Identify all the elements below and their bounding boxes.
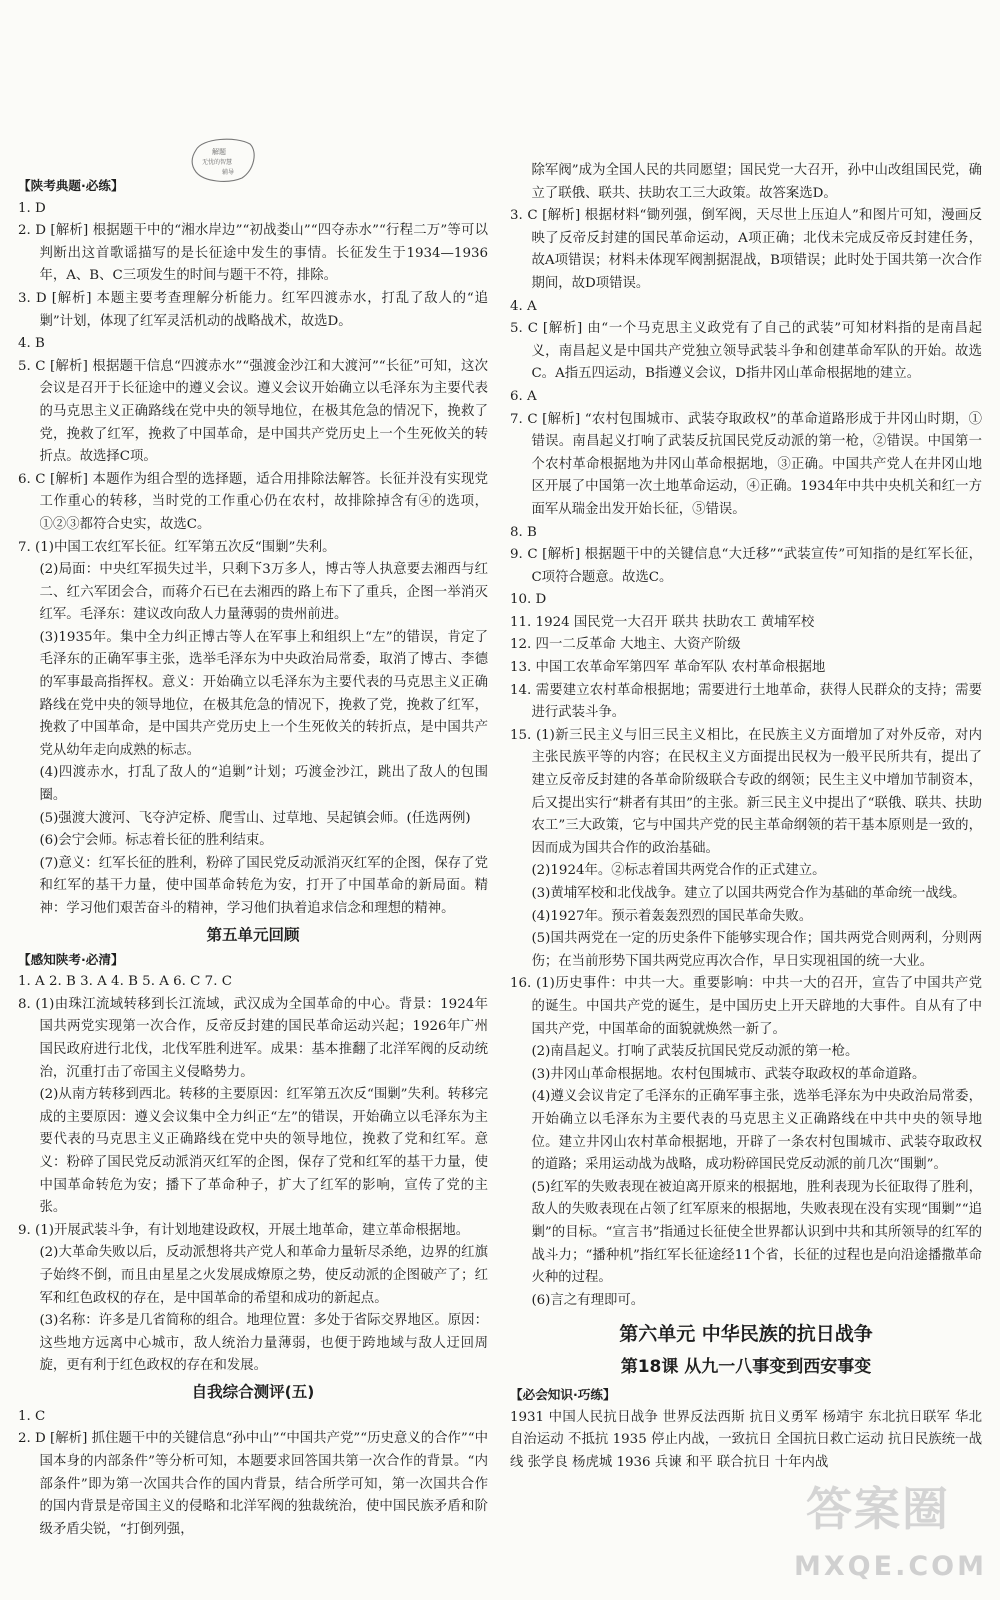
answer-item: (3)井冈山革命根据地。农村包围城市、武装夺取政权的革命道路。 [531, 1066, 926, 1082]
answer-item: (2)从南方转移到西北。转移的主要原因：红军第五次反“围剿”失利。转移完成的主要原因：遵义会议集中全力纠正“左”的错误，开始确立以毛泽东为主要代表的马克思主义正确路线在党中央的领导地位，挽救了党和红军。意义：粉碎了国民党反动派消灭红军的企图，保存了党和红军的基干力量，使中国革命转危为安；播下了革命种子，扩大了红军的影响，宣传了党的主张。 [39, 1087, 488, 1216]
watermark-logo [758, 1482, 990, 1594]
answer-item: 2. D [解析] 根据题干中的“湘水岸边”“初战娄山”“四夺赤水”“行程二万”等可以判断出这首歌谣描写的是长征途中发生的事情。长征发生于1934—1936年，A、B、C三项发生的时间与题干不符，排除。 [18, 223, 488, 284]
answer-list [18, 971, 488, 1378]
answer-item: (6)言之有理即可。 [531, 1292, 645, 1308]
answer-item: (2)1924年。②标志着国共两党合作的正式建立。 [531, 863, 826, 879]
answer-item: (5)国共两党在一定的历史条件下能够实现合作；国共两党合则两利，分则两伤；在当前形势下国共两党应再次合作，早日实现祖国的统一大业。 [531, 931, 982, 969]
answer-item: (6)会宁会师。标志着长征的胜利结束。 [39, 833, 273, 849]
watermark-url: MXQE.COM [794, 1551, 987, 1582]
answer-item: 11. 1924 国民党一大召开 联共 扶助农工 黄埔军校 [510, 614, 815, 630]
answer-item: 6. A [510, 388, 537, 404]
lesson-title: 第18课 从九一八事变到西安事变 [620, 1357, 872, 1378]
answer-item: (3)黄埔军校和北伐战争。建立了以国共两党合作为基础的革命统一战线。 [531, 886, 966, 901]
answer-item: (7)意义：红军长征的胜利，粉碎了国民党反动派消灭红军的企图，保存了党和红军的基干力量，使中国革命转危为安，打开了中国革命的新局面。精神：学习他们艰苦奋斗的精神，学习他们执着追求信念和理想的精神。 [39, 855, 488, 916]
section-title: 第五单元回顾 [206, 925, 300, 944]
answer-item: (3)1935年。集中全力纠正博古等人在军事上和组织上“左”的错误，肯定了毛泽东的正确军事主张，选举毛泽东为中央政治局常委，取消了博古、李德的军事最高指挥权。意义：开始确立以毛泽东为主要代表的马克思主义正确路线在党中央的领导地位，在极其危急的情况下，挽救了党，挽救了红军，挽救了中国革命，是中国共产党历史上一个生死攸关的转折点，是中国共产党从幼年走向成熟的标志。 [39, 629, 488, 758]
answer-item: (5)红军的失败表现在被迫离开原来的根据地，胜利表现为长征取得了胜利，敌人的失败表现在占领了红军原来的根据地，失败表现在没有实现“围剿”“追剿”的目标。“宣言书”指通过长征使全世界都认识到中共和其所领导的红军的战斗力；“播种机”指红军长征途经11个省，长征的过程也是向沿途播撒革命火种的过程。 [531, 1179, 982, 1286]
answer-item: 8. (1)由珠江流域转移到长江流域，武汉成为全国革命的中心。背景：1924年国共两党实现第一次合作，反帝反封建的国民革命运动兴起；1926年广州国民政府进行北伐，北伐军胜利进军。成果：基本推翻了北洋军阀的反动统治，沉重打击了帝国主义侵略势力。 [18, 996, 488, 1080]
answer-item: 除军阀”成为全国人民的共同愿望；国民党一大召开，孙中山改组国民党，确立了联俄、联共、扶助农工三大政策。故答案选D。 [531, 163, 982, 201]
answer-item: 15. (1)新三民主义与旧三民主义相比，在民族主义方面增加了对外反帝，对内主张民族平等的内容；在民权主义方面提出民权为一般平民所共有，提出了建立反帝反封建的各革命阶级联合专政的纲领；民生主义中增加节制资本，后又提出实行“耕者有其田”的主张。新三民主义中提出了“联俄、联共、扶助农工”三大政策，它与中国共产党的民主革命纲领的若干基本原则是一致的，因而成为国共合作的政治基础。 [510, 727, 982, 856]
answer-item: 5. C [解析] 根据题干信息“四渡赤水”“强渡金沙江和大渡河”“长征”可知，这次会议是召开于长征途中的遵义会议。遵义会议开始确立以毛泽东为主要代表的马克思主义正确路线在党中央的领导地位，在极其危急的情况下，挽救了党，挽救了红军，挽救了中国革命，是中国共产党历史上一个生死攸关的转折点。故选择C项。 [18, 358, 488, 465]
answer-list [18, 1406, 488, 1542]
answer-item: 8. B [510, 524, 537, 540]
answer-item: (4)四渡赤水，打乱了敌人的“追剿”计划；巧渡金沙江，跳出了敌人的包围圈。 [39, 765, 488, 804]
answer-item: 13. 中国工农革命军第四军 革命军队 农村革命根据地 [510, 660, 826, 676]
answer-item: 7. C [解析] “农村包围城市、武装夺取政权”的革命道路形成于井冈山时期，①错误。南昌起义打响了武装反抗国民党反动派的第一枪，②错误。中国第一个农村革命根据地为井冈山革命根据地，③正确。中国共产党人在井冈山地区开展了中国第一次土地革命运动，④正确。1934年中共中央机关和红一方面军从瑞金出发开始长征，⑤错误。 [510, 411, 982, 517]
answer-item: (2)南昌起义。打响了武装反抗国民党反动派的第一枪。 [531, 1044, 859, 1060]
answer-item: 14. 需要建立农村革命根据地；需要进行土地革命，获得人民群众的支持；需要进行武装斗争。 [510, 682, 982, 721]
answer-item: 4. A [510, 298, 537, 314]
answer-item: 12. 四一二反革命 大地主、大资产阶级 [510, 637, 741, 653]
answer-list [510, 160, 982, 1312]
answer-item: 6. C [解析] 本题作为组合型的选择题，适合用排除法解答。长征并没有实现党工作重心的转移，当时党的工作重心仍在农村，故排除掉含有④的选项，①②③都符合史实，故选C。 [18, 471, 488, 532]
answer-item: 9. C [解析] 根据题干中的关键信息“大迁移”“武装宣传”可知指的是红军长征，C项符合题意。故选C。 [510, 547, 982, 585]
answer-item: (2)大革命失败以后，反动派想将共产党人和革命力量斩尽杀绝，边界的红旗子始终不倒，而且由星星之火发展成燎原之势，使反动派的企图破产了；红军和红色政权的存在，是中国革命的希望和成功的新起点。 [39, 1245, 488, 1306]
answer-item: 1. C [18, 1408, 46, 1424]
answer-item: 5. C [解析] 由“一个马克思主义政党有了自己的武装”可知材料指的是南昌起义，南昌起义是中国共产党独立领导武装斗争和创建革命军队的开始。故选C。A指五四运动，B指遵义会议，D指井冈山革命根据地的建立。 [510, 321, 982, 382]
answer-item: (2)局面：中央红军损失过半，只剩下3万多人，博古等人执意要去湘西与红二、红六军团会合，而蒋介石已在去湘西的路上布下了重兵，企图一举消灭红军。毛泽东：建议改向敌人力量薄弱的贵州前进。 [39, 562, 488, 623]
answer-item: 3. C [解析] 根据材料“锄列强，倒军阀，天尽世上压迫人”和图片可知，漫画反映了反帝反封建的国民革命运动，A项正确；北伐未完成反帝反封建任务，故A项错误；材料未体现军阀割据混战，B项错误；此时处于国共第一次合作期间，故D项错误。 [510, 208, 982, 291]
section-header: 【感知陕考·必清】 [18, 951, 124, 967]
answer-item: 16. (1)历史事件：中共一大。重要影响：中共一大的召开，宣告了中国共产党的诞生。中国共产党的诞生，是中国历史上开天辟地的大事件。自从有了中国共产党，中国革命的面貌就焕然一新了。 [510, 976, 982, 1037]
svg-text:无忧的智慧: 无忧的智慧 [202, 159, 233, 166]
answer-item: 4. B [18, 336, 45, 352]
answer-item: 1. A 2. B 3. A 4. B 5. A 6. C 7. C [18, 974, 232, 990]
answer-item: 7. (1)中国工农红军长征。红军第五次反“围剿”失利。 [18, 539, 336, 555]
knowledge-answers: 1931 中国人民抗日战争 世界反法西斯 抗日义勇军 杨靖宇 东北抗日联军 华北自治运动 不抵抗 1935 停止内战，一致抗日 全国抗日救亡运动 抗日民族统一战线 张学良 杨虎城 1936 兵谏 和平 联合抗日 十年内战 [510, 1409, 982, 1471]
answer-item: 1. D [18, 200, 46, 216]
answer-item: 2. D [解析] 抓住题干中的关键信息“孙中山”“中国共产党”“历史意义的合作”“中国本身的内部条件”等分析可知，本题要求回答国共第一次合作的背景。“内部条件”即为第一次国共合作的国内背景，结合所学可知，第一次国共合作的国内背景是帝国主义的侵略和北洋军阀的独裁统治，使中国民族矛盾和阶级矛盾尖锐，“打倒列强， [18, 1431, 488, 1537]
right-column [510, 160, 982, 1475]
watermark-text: 答案圈 [806, 1482, 950, 1536]
section-header: 【陕考典题·必练】 [18, 178, 124, 193]
answer-item: (5)强渡大渡河、飞夺泸定桥、爬雪山、过草地、吴起镇会师。(任选两例) [39, 810, 471, 826]
answer-list [18, 198, 488, 921]
svg-text:解题: 解题 [212, 148, 226, 156]
answer-item: 9. (1)开展武装斗争，有计划地建设政权，开展土地革命，建立革命根据地。 [18, 1222, 470, 1238]
answer-item: (4)1927年。预示着轰轰烈烈的国民革命失败。 [531, 908, 813, 924]
section-header: 【必会知识·巧练】 [510, 1387, 616, 1403]
unit-title: 第六单元 中华民族的抗日战争 [619, 1323, 873, 1346]
answer-item: 10. D [510, 592, 547, 608]
answer-item: (4)遵义会议肯定了毛泽东的正确军事主张，选举毛泽东为中央政治局常委，开始确立以毛泽东为主要代表的马克思主义正确路线在中共中央的领导地位。建立井冈山农村革命根据地，开辟了一条农村包围城市、武装夺取政权的道路；采用运动战为战略，成功粉碎国民党反动派的前几次“围剿”。 [531, 1089, 982, 1173]
answer-item: 3. D [解析] 本题主要考查理解分析能力。红军四渡赤水，打乱了敌人的“追剿”计划，体现了红军灵活机动的战略战术，故选D。 [18, 290, 488, 329]
left-column [18, 175, 488, 1541]
answer-item: (3)名称：许多是几省简称的组合。地理位置：多处于省际交界地区。原因：这些地方远离中心城市，敌人统治力量薄弱，也便于跨地域与敌人迂回周旋，更有利于红色政权的存在和发展。 [39, 1313, 488, 1374]
section-title: 自我综合测评(五) [191, 1382, 315, 1401]
svg-text:辅导: 辅导 [222, 169, 235, 176]
